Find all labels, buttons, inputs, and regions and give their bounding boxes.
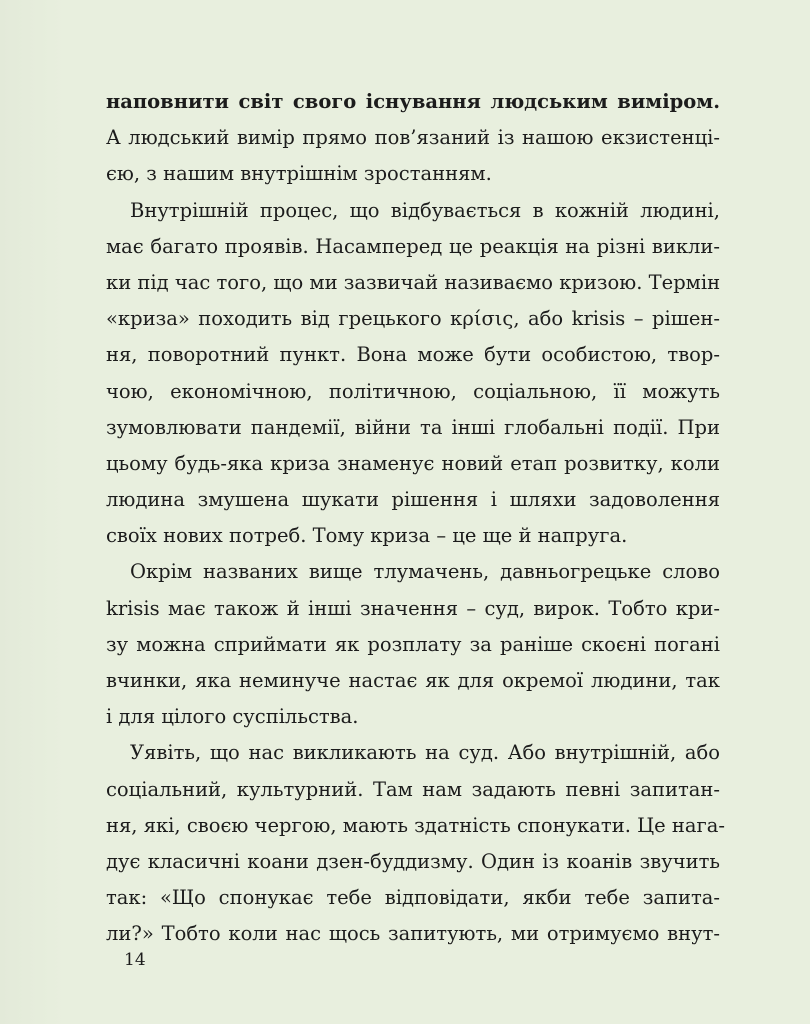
text-line: ня, поворотний пункт. Вона може бути особистою, твор- xyxy=(106,343,720,367)
text-line: вчинки, яка неминуче настає як для окремої людини, так xyxy=(106,669,720,692)
text-line: наповнити світ свого існування людським виміром. xyxy=(106,90,720,113)
text-line: чою, економічною, політичною, соціальною, її можуть xyxy=(106,379,720,403)
text-line: цьому будь-яка криза знаменує новий етап розвитку, коли xyxy=(106,451,720,475)
text-line: ня, які, своєю чергою, мають здатність спонукати. Це нага- xyxy=(106,813,725,837)
text-line: Уявіть, що нас викликають на суд. Або внутрішній, або xyxy=(130,741,720,765)
text-line: дує класичні коани дзен-буддизму. Один із коанів звучить xyxy=(106,849,720,873)
text-line: людина змушена шукати рішення і шляхи задоволення xyxy=(106,488,720,512)
text-line: ки під час того, що ми зазвичай називаємо кризою. Термін xyxy=(106,270,721,294)
text-line: Внутрішній процес, що відбувається в кожній людині, xyxy=(130,198,720,222)
text-line: так: «Що спонукає тебе відповідати, якби тебе запита- xyxy=(106,886,720,910)
text-line: і для цілого суспільства. xyxy=(106,705,359,729)
text-line: Окрім названих вище тлумачень, давньогрецьке слово xyxy=(130,560,720,584)
text-line: «криза» походить від грецького κρίσις, або krisis – рішен- xyxy=(106,307,720,331)
text-line: зу можна сприймати як розплату за раніше скоєні погані xyxy=(106,632,720,656)
text-line: своїх нових потреб. Тому криза – це ще й напруга. xyxy=(106,524,628,548)
text-line: має багато проявів. Насамперед це реакція на різні викли- xyxy=(106,234,720,258)
text-line: єю, з нашим внутрішнім зростанням. xyxy=(106,162,492,186)
body-text xyxy=(106,84,725,953)
text-line: ли?» Тобто коли нас щось запитують, ми отримуємо внут- xyxy=(106,922,720,946)
page-number: 14 xyxy=(124,950,146,970)
text-line: соціальний, культурний. Там нам задають певні запитан- xyxy=(106,777,720,801)
text-line: зумовлювати пандемії, війни та інші глобальні події. При xyxy=(106,415,720,439)
text-line: krisis має також й інші значення – суд, вирок. Тобто кри- xyxy=(106,596,720,620)
text-line: А людський вимір прямо пов’язаний із нашою екзистенці- xyxy=(106,126,720,150)
